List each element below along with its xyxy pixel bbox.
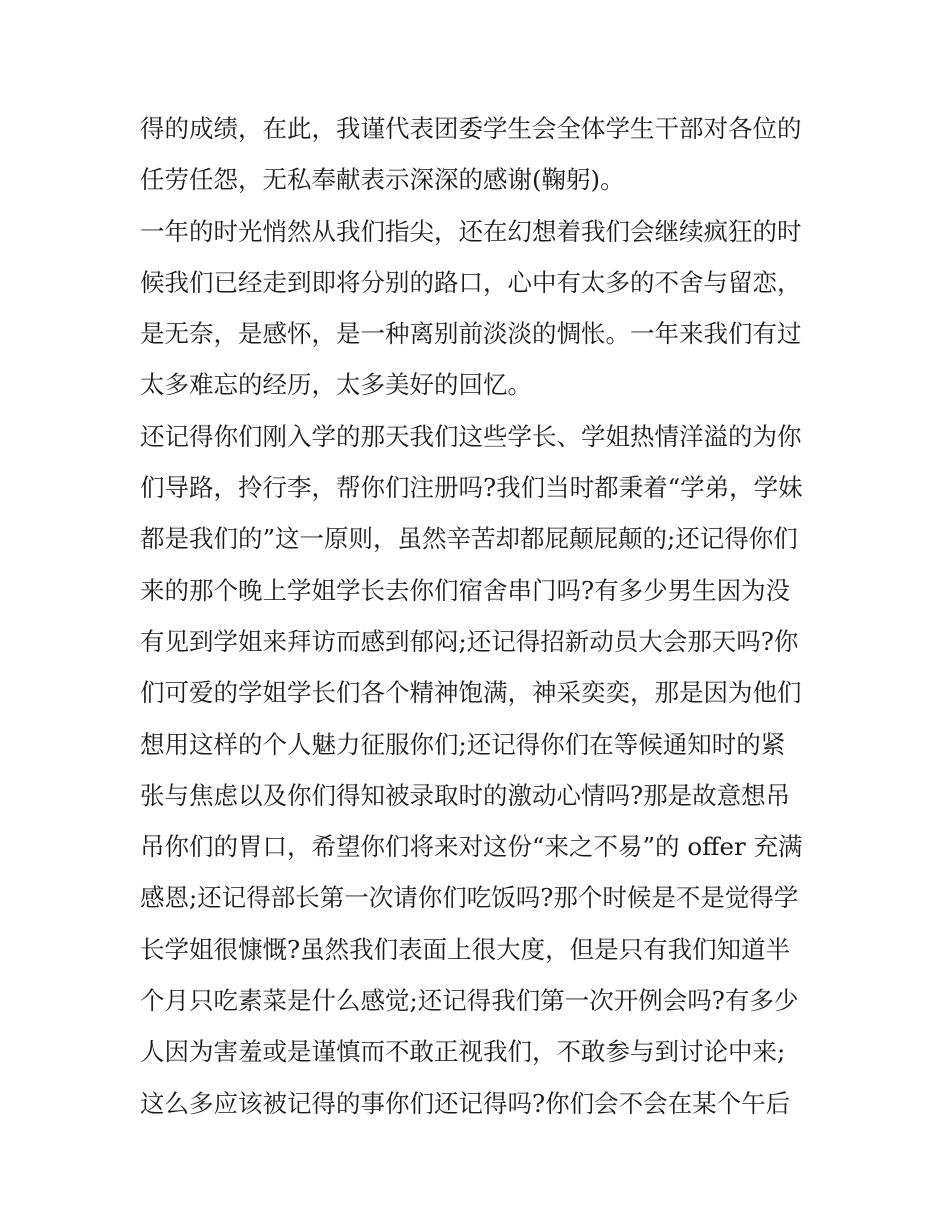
text-line: 们可爱的学姐学长们各个精神饱满，神采奕奕，那是因为他们 bbox=[140, 678, 802, 708]
text-line: 任劳任怨，无私奉献表示深深的感谢(鞠躬)。 bbox=[140, 165, 625, 195]
text-line: 来的那个晚上学姐学长去你们宿舍串门吗?有多少男生因为没 bbox=[140, 575, 791, 605]
text-line: 们导路，拎行李，帮你们注册吗?我们当时都秉着“学弟，学妹 bbox=[140, 473, 803, 503]
text-line: 都是我们的”这一原则，虽然辛苦却都屁颠屁颠的;还记得你们 bbox=[140, 524, 798, 554]
text-line: 张与焦虑以及你们得知被录取时的激动心情吗?那是故意想吊 bbox=[140, 780, 791, 810]
text-line: 有见到学姐来拜访而感到郁闷;还记得招新动员大会那天吗?你 bbox=[140, 626, 799, 656]
text-line: 一年的时光悄然从我们指尖，还在幻想着我们会继续疯狂的时 bbox=[140, 216, 802, 246]
text-line: 得的成绩，在此，我谨代表团委学生会全体学生干部对各位的 bbox=[140, 114, 802, 143]
text-line: 还记得你们刚入学的那天我们这些学长、学姐热情洋溢的为你 bbox=[140, 421, 802, 451]
text-line: 是无奈，是感怀，是一种离别前淡淡的惆怅。一年来我们有过 bbox=[140, 319, 802, 349]
text-line: 人因为害羞或是谨慎而不敢正视我们，不敢参与到讨论中来; bbox=[140, 1037, 786, 1067]
document-body bbox=[140, 108, 820, 1134]
text-line: 太多难忘的经历，太多美好的回忆。 bbox=[140, 370, 532, 400]
text-line: 个月只吃素菜是什么感觉;还记得我们第一次开例会吗?有多少 bbox=[140, 986, 799, 1016]
text-line: 长学姐很慷慨?虽然我们表面上很大度，但是只有我们知道半 bbox=[140, 934, 791, 964]
text-line: 感恩;还记得部长第一次请你们吃饭吗?那个时候是不是觉得学 bbox=[140, 883, 799, 913]
text-line: 想用这样的个人魅力征服你们;还记得你们在等候通知时的紧 bbox=[140, 729, 786, 759]
text-line: 吊你们的胃口，希望你们将来对这份“来之不易”的 offer 充满 bbox=[140, 832, 803, 862]
text-line: 这么多应该被记得的事你们还记得吗?你们会不会在某个午后 bbox=[140, 1088, 791, 1118]
text-line: 候我们已经走到即将分别的路口，心中有太多的不舍与留恋， bbox=[140, 267, 802, 297]
